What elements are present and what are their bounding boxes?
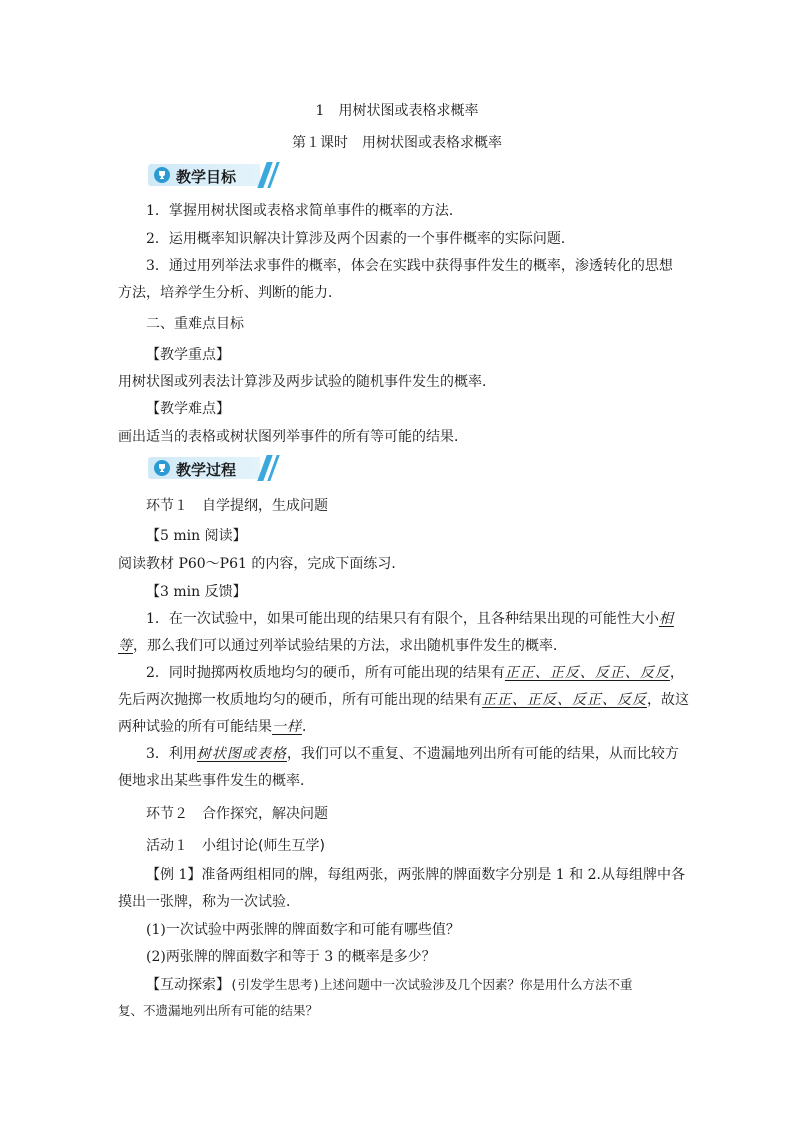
lesson-subtitle: 第１课时 用树状图或表格求概率 xyxy=(292,135,502,151)
goal-3-line-1: 3．通过用列举法求事件的概率，体会在实践中获得事件发生的概率，渗透转化的思想 xyxy=(146,258,673,274)
key-point-label: 【教学重点】 xyxy=(146,347,230,363)
feedback-label: 【3 min 反馈】 xyxy=(146,584,247,600)
lesson-title: 1 用树状图或表格求概率 xyxy=(315,103,479,119)
answer-blank: 正正、正反、反正、反反 xyxy=(504,665,670,681)
goals-banner-title: 教学目标 xyxy=(176,168,237,186)
question-text: ，我们可以不重复、不遗漏地列出所有可能的结果，从而比较方 xyxy=(286,746,679,762)
step-1-heading: 环节１ 自学提纲，生成问题 xyxy=(146,498,328,514)
question-3-line-1 xyxy=(146,745,678,763)
reading-label: 【5 min 阅读】 xyxy=(146,528,247,544)
trophy-icon xyxy=(154,167,170,183)
answer-blank: 正正、正反、反正、反反 xyxy=(482,692,647,708)
explore-label: 【互动探索】 xyxy=(146,977,230,993)
question-2-line-1 xyxy=(146,664,684,682)
difficulty-text: 画出适当的表格或树状图列举事件的所有等可能的结果． xyxy=(118,429,468,445)
trophy-icon xyxy=(154,460,170,476)
activity-1-heading: 活动１ 小组讨论(师生互学) xyxy=(146,838,325,854)
explore-line-2: 复、不遗漏地列出所有可能的结果？ xyxy=(118,1003,319,1018)
example-1-question-1: (1)一次试验中两张牌的牌面数字和可能有哪些值？ xyxy=(146,922,460,938)
goals-banner xyxy=(148,162,272,188)
goal-1: 1．掌握用树状图或表格求简单事件的概率的方法． xyxy=(146,203,463,219)
question-text: ，故这 xyxy=(647,692,689,708)
step-2-heading: 环节２ 合作探究，解决问题 xyxy=(146,806,328,822)
question-text: 2．同时抛掷两枚质地均匀的硬币，所有可能出现的结果有 xyxy=(146,665,505,681)
example-1-question-2: (2)两张牌的牌面数字和等于 3 的概率是多少？ xyxy=(146,949,436,965)
question-text: 3．利用 xyxy=(146,746,197,762)
question-3-line-2: 便地求出某些事件发生的概率． xyxy=(118,773,314,789)
question-1-line-2 xyxy=(118,637,678,655)
key-point-text: 用树状图或列表法计算涉及两步试验的随机事件发生的概率． xyxy=(118,374,496,390)
question-text: ，那么我们可以通过列举试验结果的方法，求出随机事件发生的概率． xyxy=(133,638,567,654)
question-1-line-1 xyxy=(146,610,678,628)
question-text: 先后两次抛掷一枚质地均匀的硬币，所有可能出现的结果有 xyxy=(118,692,482,708)
goal-2: 2．运用概率知识解决计算涉及两个因素的一个事件概率的实际问题． xyxy=(146,231,575,247)
answer-blank: 一样 xyxy=(272,719,302,735)
answer-blank: 等 xyxy=(118,638,133,654)
explore-line-1 xyxy=(146,976,678,994)
explore-text: (引发学生思考)上述问题中一次试验涉及几个因素？你是用什么方法不重 xyxy=(230,977,633,992)
example-1-line-2: 摸出一张牌，称为一次试验． xyxy=(118,894,300,910)
question-text: ． xyxy=(302,719,316,735)
section-heading: 二、重难点目标 xyxy=(146,316,244,332)
question-2-line-3 xyxy=(118,718,678,736)
example-label: 【例 1】 xyxy=(146,867,202,883)
example-text: 准备两组相同的牌，每组两张，两张牌的牌面数字分别是 1 和 2.从每组牌中各 xyxy=(201,867,685,883)
difficulty-label: 【教学难点】 xyxy=(146,401,230,417)
goal-3-line-2: 方法，培养学生分析、判断的能力． xyxy=(118,285,342,301)
process-banner-title: 教学过程 xyxy=(176,461,237,479)
question-2-line-2 xyxy=(118,691,689,709)
answer-blank: 相 xyxy=(658,611,674,627)
question-text: 1．在一次试验中，如果可能出现的结果只有有限个，且各种结果出现的可能性大小 xyxy=(146,611,659,627)
question-text: 两种试验的所有可能结果 xyxy=(118,719,272,735)
answer-blank: 树状图或表格 xyxy=(196,746,287,762)
reading-text: 阅读教材 P60～P61 的内容，完成下面练习． xyxy=(118,556,406,572)
process-banner xyxy=(148,455,272,481)
example-1-line-1 xyxy=(146,866,685,884)
question-text: ， xyxy=(669,665,684,681)
